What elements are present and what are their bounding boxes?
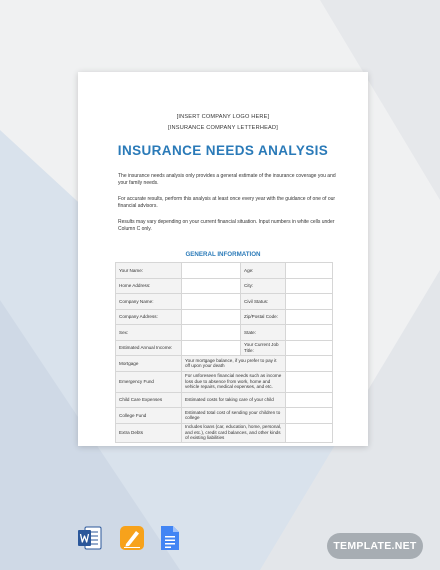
input-cell[interactable] [182, 325, 241, 341]
general-information-table [115, 262, 333, 443]
field-label: Age: [241, 263, 286, 279]
input-cell[interactable] [286, 309, 333, 325]
intro-paragraph: The insurance needs analysis only provides a general estimate of the insurance coverage you and your family needs. [118, 173, 336, 186]
input-cell[interactable] [286, 294, 333, 310]
field-label: Sex: [116, 325, 182, 341]
input-cell[interactable] [182, 294, 241, 310]
logo-placeholder: [INSERT COMPANY LOGO HERE] [176, 114, 270, 120]
field-label: Your Current Job Title: [241, 340, 286, 356]
table-row [116, 278, 333, 294]
input-cell[interactable] [286, 340, 333, 356]
template-net-badge[interactable]: TEMPLATE.NET [327, 533, 423, 559]
input-cell[interactable] [286, 371, 333, 392]
table-row [116, 356, 333, 372]
table-row [116, 371, 333, 392]
word-icon[interactable] [78, 525, 102, 551]
input-cell[interactable] [286, 278, 333, 294]
pages-icon[interactable] [120, 525, 144, 551]
input-cell[interactable] [182, 263, 241, 279]
table-row [116, 263, 333, 279]
intro-paragraph: Results may vary depending on your current financial situation. Input numbers in white cells under Column C only. [118, 219, 335, 232]
input-cell[interactable] [286, 356, 333, 372]
need-label: Child Care Expenses [116, 392, 182, 408]
need-label: Extra Debts [116, 423, 182, 442]
field-label: Company Address: [116, 309, 182, 325]
table-row [116, 340, 333, 356]
field-label: Company Name: [116, 294, 182, 310]
need-description: For unforeseen financial needs such as income loss due to absence from work, home and vehicle repairs, medical expenses, and etc. [182, 371, 286, 392]
input-cell[interactable] [182, 309, 241, 325]
input-cell[interactable] [286, 423, 333, 442]
need-label: College Fund [116, 408, 182, 424]
input-cell[interactable] [182, 340, 241, 356]
document-title: INSURANCE NEEDS ANALYSIS [117, 143, 329, 158]
table-row [116, 392, 333, 408]
table-row [116, 325, 333, 341]
field-label: Zip/Postal Code: [241, 309, 286, 325]
field-label: Your Name: [116, 263, 182, 279]
table-row [116, 423, 333, 442]
input-cell[interactable] [286, 325, 333, 341]
section-title: GENERAL INFORMATION [185, 251, 261, 258]
need-description: Includes loans (car, education, home, personal, and etc.), credit card balances, and other kinds of existing liabilities [182, 423, 286, 442]
input-cell[interactable] [286, 408, 333, 424]
input-cell[interactable] [182, 278, 241, 294]
input-cell[interactable] [286, 392, 333, 408]
letterhead-placeholder: [INSURANCE COMPANY LETTERHEAD] [168, 125, 278, 131]
need-description: Estimated costs for taking care of your child [182, 392, 286, 408]
input-cell[interactable] [286, 263, 333, 279]
field-label: Home Address: [116, 278, 182, 294]
need-label: Emergency Fund [116, 371, 182, 392]
table-row [116, 309, 333, 325]
need-label: Mortgage [116, 356, 182, 372]
intro-paragraph: For accurate results, perform this analysis at least once every year with the guidance of one of our financial advisors. [118, 196, 336, 209]
field-label: State: [241, 325, 286, 341]
field-label: Civil Status: [241, 294, 286, 310]
table-row [116, 408, 333, 424]
document-page [78, 72, 368, 446]
need-description: Estimated total cost of sending your children to college [182, 408, 286, 424]
field-label: City: [241, 278, 286, 294]
google-docs-icon[interactable] [158, 525, 182, 551]
need-description: Your mortgage balance, if you prefer to pay it off upon your death [182, 356, 286, 372]
table-row [116, 294, 333, 310]
field-label: Estimated Annual Income: [116, 340, 182, 356]
